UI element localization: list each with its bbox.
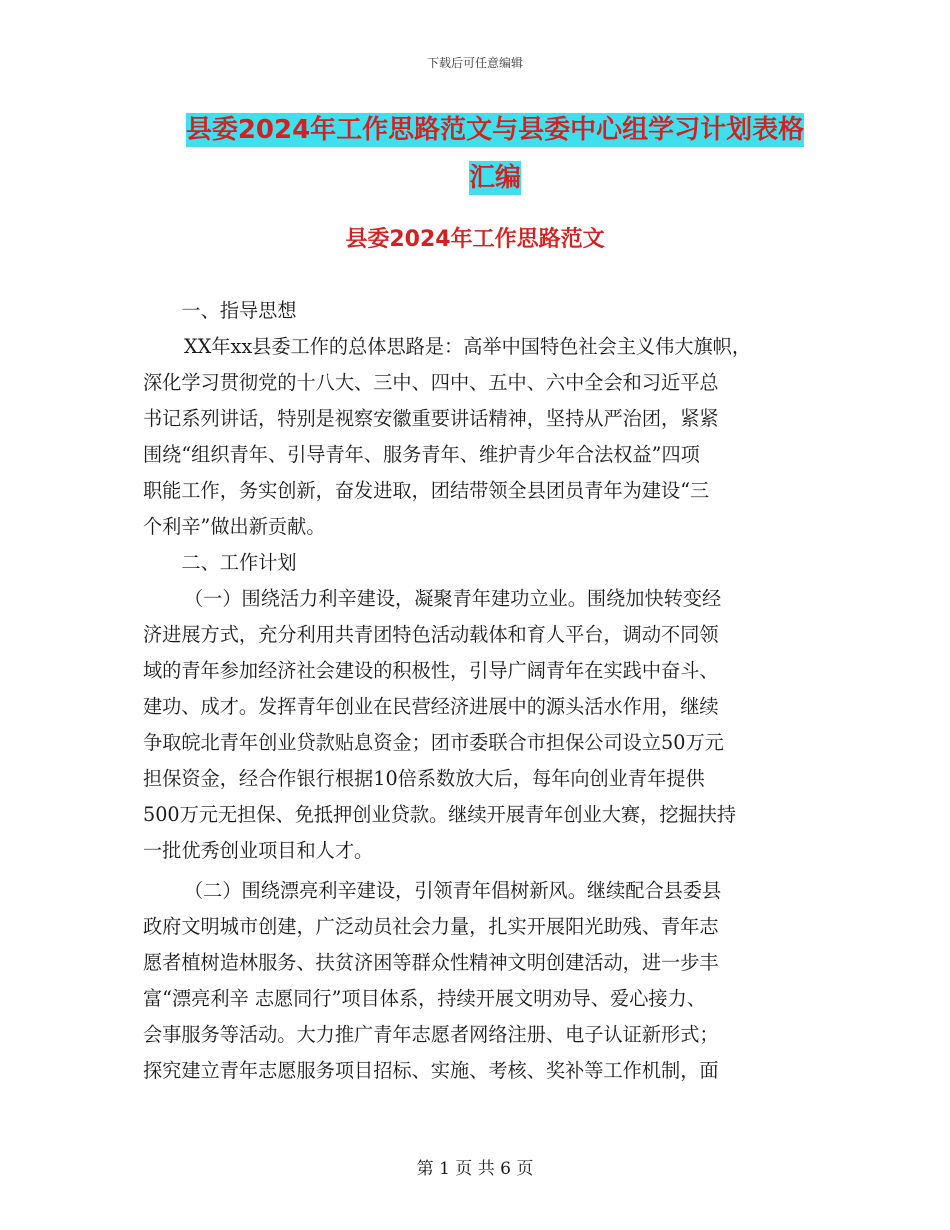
paragraph-2-line: 域的青年参加经济社会建设的积极性，引导广阔青年在实践中奋斗、 [143, 659, 719, 682]
paragraph-2-line: （一）围绕活力利辛建设，凝聚青年建功立业。围绕加快转变经 [184, 587, 722, 610]
paragraph-2-line: 济进展方式，充分利用共青团特色活动载体和育人平台，调动不同领 [143, 623, 719, 646]
heading-work-plan: 二、工作计划 [181, 551, 297, 574]
paragraph-2-line: 建功、成才。发挥青年创业在民营经济进展中的源头活水作用，继续 [143, 695, 719, 718]
paragraph-1-line: XX年xx县委工作的总体思路是：高举中国特色社会主义伟大旗帜， [184, 335, 752, 358]
main-title-line-2: 汇编 [468, 163, 521, 193]
paragraph-2-line: 一批优秀创业项目和人才。 [143, 839, 374, 862]
paragraph-2-line: 担保资金，经合作银行根据10倍系数放大后，每年向创业青年提供 [143, 767, 705, 790]
section-title: 县委2024年工作思路范文 [345, 227, 605, 252]
document-body [143, 293, 823, 1089]
heading-guiding-ideology: 一、指导思想 [181, 299, 297, 322]
main-title-line-1: 县委2024年工作思路范文与县委中心组学习计划表格 [185, 115, 805, 145]
paragraph-1-line: 职能工作，务实创新，奋发进取，团结带领全县团员青年为建设“三 [143, 479, 710, 502]
document-main-title [170, 106, 820, 202]
paragraph-2-line: 争取皖北青年创业贷款贴息资金；团市委联合市担保公司设立50万元 [143, 731, 724, 754]
paragraph-3-line: （二）围绕漂亮利辛建设，引领青年倡树新风。继续配合县委县 [184, 879, 722, 902]
paragraph-2-line: 500万元无担保、免抵押创业贷款。继续开展青年创业大赛，挖掘扶持 [143, 803, 737, 826]
paragraph-3-line: 愿者植树造林服务、扶贫济困等群众性精神文明创建活动，进一步丰 [143, 951, 719, 974]
paragraph-3-line: 探究建立青年志愿服务项目招标、实施、考核、奖补等工作机制，面 [143, 1059, 719, 1082]
paragraph-1-line: 围绕“组织青年、引导青年、服务青年、维护青少年合法权益”四项 [143, 443, 700, 466]
paragraph-3-line: 会事服务等活动。大力推广青年志愿者网络注册、电子认证新形式； [143, 1023, 719, 1046]
page-footer: 第 1 页 共 6 页 [416, 1159, 534, 1179]
paragraph-3-line: 富“漂亮利辛 志愿同行”项目体系，持续开展文明劝导、爱心接力、 [143, 987, 706, 1010]
paragraph-1-line: 个利辛”做出新贡献。 [143, 515, 326, 538]
paragraph-3-line: 政府文明城市创建，广泛动员社会力量，扎实开展阳光助残、青年志 [143, 915, 719, 938]
paragraph-1-line: 书记系列讲话，特别是视察安徽重要讲话精神，坚持从严治团，紧紧 [143, 407, 719, 430]
header-note: 下载后可任意编辑 [426, 56, 523, 70]
paragraph-1-line: 深化学习贯彻党的十八大、三中、四中、五中、六中全会和习近平总 [143, 371, 719, 394]
